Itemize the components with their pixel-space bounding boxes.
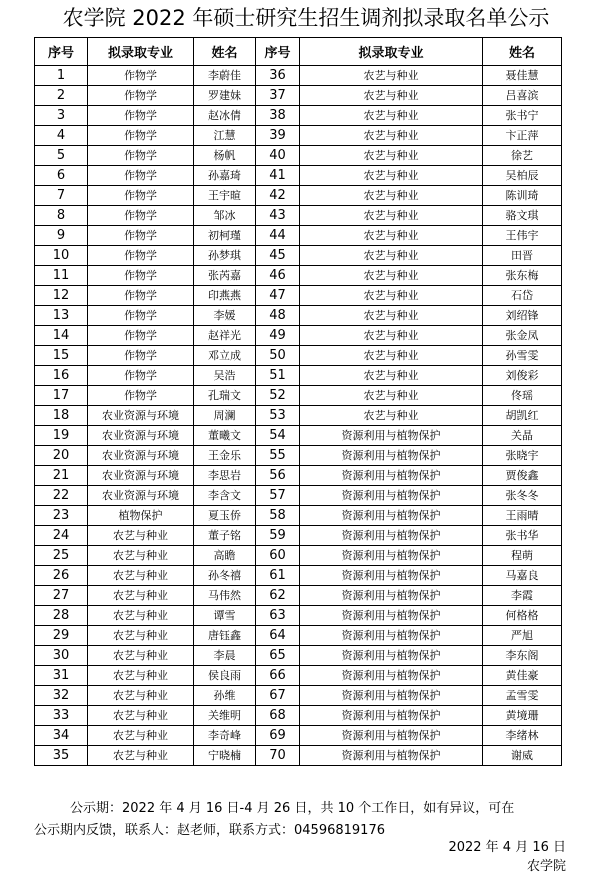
cell-seq-right: 64	[256, 626, 300, 646]
cell-major-left: 农艺与种业	[88, 526, 194, 546]
cell-seq-left: 22	[35, 486, 88, 506]
cell-seq-right: 68	[256, 706, 300, 726]
cell-seq-right: 52	[256, 386, 300, 406]
table-row	[35, 306, 562, 326]
cell-major-left: 作物学	[88, 386, 194, 406]
cell-seq-left: 14	[35, 326, 88, 346]
cell-seq-right: 45	[256, 246, 300, 266]
cell-major-right: 农艺与种业	[300, 206, 483, 226]
cell-major-right: 农艺与种业	[300, 146, 483, 166]
cell-major-left: 作物学	[88, 226, 194, 246]
cell-major-left: 农艺与种业	[88, 586, 194, 606]
cell-seq-left: 11	[35, 266, 88, 286]
cell-major-right: 资源利用与植物保护	[300, 526, 483, 546]
cell-seq-right: 36	[256, 66, 300, 86]
table-row	[35, 146, 562, 166]
cell-name-right: 孙雪雯	[483, 346, 562, 366]
cell-name-right: 刘绍锋	[483, 306, 562, 326]
cell-major-left: 植物保护	[88, 506, 194, 526]
cell-seq-right: 51	[256, 366, 300, 386]
cell-seq-left: 13	[35, 306, 88, 326]
cell-major-right: 资源利用与植物保护	[300, 746, 483, 766]
cell-major-right: 资源利用与植物保护	[300, 666, 483, 686]
table-row	[35, 166, 562, 186]
table-row	[35, 606, 562, 626]
cell-seq-right: 42	[256, 186, 300, 206]
cell-name-left: 孙梦琪	[194, 246, 256, 266]
cell-name-right: 谢威	[483, 746, 562, 766]
cell-name-left: 李蔚佳	[194, 66, 256, 86]
cell-seq-left: 34	[35, 726, 88, 746]
cell-name-right: 李霞	[483, 586, 562, 606]
cell-seq-left: 18	[35, 406, 88, 426]
cell-name-right: 骆文琪	[483, 206, 562, 226]
cell-name-left: 孙冬禧	[194, 566, 256, 586]
cell-seq-left: 20	[35, 446, 88, 466]
cell-name-right: 田晋	[483, 246, 562, 266]
cell-seq-left: 25	[35, 546, 88, 566]
cell-major-right: 农艺与种业	[300, 86, 483, 106]
cell-major-left: 作物学	[88, 146, 194, 166]
cell-major-left: 作物学	[88, 286, 194, 306]
table-row	[35, 506, 562, 526]
cell-seq-right: 48	[256, 306, 300, 326]
table-row	[35, 526, 562, 546]
cell-name-left: 关维明	[194, 706, 256, 726]
cell-name-right: 聂佳慧	[483, 66, 562, 86]
cell-name-right: 张书宁	[483, 106, 562, 126]
cell-name-right: 佟瑶	[483, 386, 562, 406]
cell-major-right: 农艺与种业	[300, 406, 483, 426]
table-row	[35, 346, 562, 366]
cell-major-left: 作物学	[88, 66, 194, 86]
table-row	[35, 666, 562, 686]
cell-name-right: 孟雪雯	[483, 686, 562, 706]
cell-seq-right: 49	[256, 326, 300, 346]
cell-seq-left: 31	[35, 666, 88, 686]
cell-major-right: 资源利用与植物保护	[300, 506, 483, 526]
cell-name-left: 吴浩	[194, 366, 256, 386]
cell-major-right: 农艺与种业	[300, 306, 483, 326]
cell-major-left: 作物学	[88, 126, 194, 146]
admission-roster-table	[34, 37, 562, 766]
table-row	[35, 226, 562, 246]
cell-name-right: 胡凯红	[483, 406, 562, 426]
cell-major-right: 资源利用与植物保护	[300, 546, 483, 566]
cell-seq-left: 29	[35, 626, 88, 646]
cell-name-left: 周澜	[194, 406, 256, 426]
cell-seq-right: 69	[256, 726, 300, 746]
cell-name-left: 罗建妹	[194, 86, 256, 106]
cell-major-left: 农业资源与环境	[88, 446, 194, 466]
cell-seq-right: 56	[256, 466, 300, 486]
cell-seq-left: 6	[35, 166, 88, 186]
cell-seq-left: 21	[35, 466, 88, 486]
cell-seq-left: 9	[35, 226, 88, 246]
cell-major-left: 作物学	[88, 366, 194, 386]
table-row	[35, 286, 562, 306]
table-header-row	[35, 38, 562, 66]
cell-major-left: 农艺与种业	[88, 646, 194, 666]
cell-seq-left: 7	[35, 186, 88, 206]
cell-name-left: 侯良雨	[194, 666, 256, 686]
cell-name-left: 李思岩	[194, 466, 256, 486]
table-row	[35, 206, 562, 226]
cell-name-left: 李含文	[194, 486, 256, 506]
table-row	[35, 726, 562, 746]
signature-date: 2022 年 4 月 16 日	[448, 840, 566, 855]
cell-name-left: 李奇峰	[194, 726, 256, 746]
cell-seq-right: 40	[256, 146, 300, 166]
cell-name-left: 杨帆	[194, 146, 256, 166]
cell-major-right: 资源利用与植物保护	[300, 426, 483, 446]
table-row	[35, 246, 562, 266]
cell-seq-right: 70	[256, 746, 300, 766]
cell-major-left: 农业资源与环境	[88, 486, 194, 506]
cell-seq-right: 67	[256, 686, 300, 706]
cell-major-left: 农业资源与环境	[88, 406, 194, 426]
cell-name-right: 卞正萍	[483, 126, 562, 146]
table-row	[35, 446, 562, 466]
table-row	[35, 566, 562, 586]
cell-seq-right: 66	[256, 666, 300, 686]
cell-name-left: 赵冰倩	[194, 106, 256, 126]
table-row	[35, 626, 562, 646]
cell-major-right: 农艺与种业	[300, 326, 483, 346]
cell-major-left: 农业资源与环境	[88, 426, 194, 446]
cell-name-left: 邓立成	[194, 346, 256, 366]
cell-name-left: 邹冰	[194, 206, 256, 226]
cell-seq-right: 47	[256, 286, 300, 306]
cell-name-left: 王金乐	[194, 446, 256, 466]
cell-major-right: 农艺与种业	[300, 286, 483, 306]
table-row	[35, 366, 562, 386]
cell-name-left: 马伟然	[194, 586, 256, 606]
cell-major-left: 农艺与种业	[88, 566, 194, 586]
cell-name-left: 孙嘉琦	[194, 166, 256, 186]
table-row	[35, 546, 562, 566]
cell-seq-right: 63	[256, 606, 300, 626]
signature-block	[448, 838, 566, 876]
cell-major-right: 资源利用与植物保护	[300, 646, 483, 666]
cell-name-left: 赵祥光	[194, 326, 256, 346]
cell-major-right: 农艺与种业	[300, 366, 483, 386]
cell-major-left: 农艺与种业	[88, 606, 194, 626]
header-major-left: 拟录取专业	[88, 38, 194, 66]
cell-seq-left: 19	[35, 426, 88, 446]
cell-seq-left: 3	[35, 106, 88, 126]
cell-name-right: 关晶	[483, 426, 562, 446]
table-row	[35, 86, 562, 106]
cell-seq-left: 23	[35, 506, 88, 526]
cell-name-left: 孔瑞文	[194, 386, 256, 406]
cell-major-right: 农艺与种业	[300, 266, 483, 286]
header-name-left: 姓名	[194, 38, 256, 66]
cell-seq-left: 10	[35, 246, 88, 266]
table-row	[35, 466, 562, 486]
table-body	[35, 66, 562, 766]
cell-name-left: 王宇暄	[194, 186, 256, 206]
cell-name-right: 石岱	[483, 286, 562, 306]
cell-major-right: 农艺与种业	[300, 226, 483, 246]
cell-seq-right: 57	[256, 486, 300, 506]
cell-major-left: 农艺与种业	[88, 726, 194, 746]
table-row	[35, 646, 562, 666]
table-row	[35, 686, 562, 706]
cell-major-right: 资源利用与植物保护	[300, 446, 483, 466]
cell-seq-left: 24	[35, 526, 88, 546]
cell-name-right: 李绪林	[483, 726, 562, 746]
cell-name-right: 徐艺	[483, 146, 562, 166]
cell-major-left: 农艺与种业	[88, 546, 194, 566]
table-row	[35, 746, 562, 766]
cell-seq-right: 58	[256, 506, 300, 526]
cell-seq-right: 65	[256, 646, 300, 666]
cell-seq-left: 32	[35, 686, 88, 706]
cell-name-left: 夏玉侨	[194, 506, 256, 526]
cell-name-left: 印燕燕	[194, 286, 256, 306]
cell-name-left: 董子铭	[194, 526, 256, 546]
cell-seq-left: 30	[35, 646, 88, 666]
cell-seq-right: 62	[256, 586, 300, 606]
cell-name-left: 唐钰鑫	[194, 626, 256, 646]
notice-line-2: 公示期内反馈，联系人：赵老师，联系方式：04596819176	[34, 823, 385, 838]
cell-seq-left: 17	[35, 386, 88, 406]
cell-name-right: 张晓宇	[483, 446, 562, 466]
cell-name-left: 宁晓楠	[194, 746, 256, 766]
table-row	[35, 706, 562, 726]
cell-major-right: 资源利用与植物保护	[300, 486, 483, 506]
cell-name-left: 初柯瑾	[194, 226, 256, 246]
table-row	[35, 106, 562, 126]
cell-seq-right: 44	[256, 226, 300, 246]
header-major-right: 拟录取专业	[300, 38, 483, 66]
table-row	[35, 426, 562, 446]
cell-seq-right: 50	[256, 346, 300, 366]
table-row	[35, 326, 562, 346]
cell-seq-left: 1	[35, 66, 88, 86]
cell-name-right: 刘俊彩	[483, 366, 562, 386]
cell-major-right: 资源利用与植物保护	[300, 726, 483, 746]
table-row	[35, 186, 562, 206]
cell-name-right: 黄境珊	[483, 706, 562, 726]
cell-major-left: 作物学	[88, 86, 194, 106]
cell-major-right: 资源利用与植物保护	[300, 686, 483, 706]
cell-name-left: 高瞻	[194, 546, 256, 566]
cell-major-left: 农业资源与环境	[88, 466, 194, 486]
cell-seq-left: 33	[35, 706, 88, 726]
cell-major-left: 农艺与种业	[88, 686, 194, 706]
cell-name-left: 李晨	[194, 646, 256, 666]
cell-major-left: 作物学	[88, 246, 194, 266]
cell-major-right: 农艺与种业	[300, 166, 483, 186]
table-row	[35, 586, 562, 606]
cell-name-right: 张金凤	[483, 326, 562, 346]
cell-major-left: 作物学	[88, 326, 194, 346]
header-seq-left: 序号	[35, 38, 88, 66]
cell-seq-right: 54	[256, 426, 300, 446]
cell-major-right: 农艺与种业	[300, 346, 483, 366]
cell-name-right: 贾俊鑫	[483, 466, 562, 486]
cell-name-right: 王伟宇	[483, 226, 562, 246]
cell-seq-left: 16	[35, 366, 88, 386]
cell-seq-right: 37	[256, 86, 300, 106]
cell-seq-left: 26	[35, 566, 88, 586]
cell-seq-left: 8	[35, 206, 88, 226]
cell-seq-left: 2	[35, 86, 88, 106]
cell-major-right: 农艺与种业	[300, 66, 483, 86]
cell-seq-left: 28	[35, 606, 88, 626]
cell-major-left: 作物学	[88, 166, 194, 186]
cell-seq-left: 5	[35, 146, 88, 166]
cell-seq-right: 59	[256, 526, 300, 546]
cell-major-right: 农艺与种业	[300, 126, 483, 146]
cell-name-right: 张书华	[483, 526, 562, 546]
cell-name-right: 黄佳豪	[483, 666, 562, 686]
cell-seq-left: 35	[35, 746, 88, 766]
cell-major-right: 资源利用与植物保护	[300, 466, 483, 486]
cell-name-right: 严旭	[483, 626, 562, 646]
cell-name-left: 李媛	[194, 306, 256, 326]
cell-major-left: 作物学	[88, 106, 194, 126]
cell-major-right: 农艺与种业	[300, 186, 483, 206]
cell-name-right: 吴柏辰	[483, 166, 562, 186]
cell-major-right: 资源利用与植物保护	[300, 706, 483, 726]
table-row	[35, 386, 562, 406]
cell-major-right: 资源利用与植物保护	[300, 626, 483, 646]
cell-name-right: 李东阁	[483, 646, 562, 666]
cell-name-left: 江慧	[194, 126, 256, 146]
cell-name-right: 吕喜滨	[483, 86, 562, 106]
cell-seq-right: 61	[256, 566, 300, 586]
cell-seq-right: 39	[256, 126, 300, 146]
cell-name-left: 张芮嘉	[194, 266, 256, 286]
signature-org: 农学院	[526, 859, 566, 874]
cell-major-left: 农艺与种业	[88, 666, 194, 686]
header-name-right: 姓名	[483, 38, 562, 66]
cell-major-right: 农艺与种业	[300, 106, 483, 126]
cell-major-left: 农艺与种业	[88, 626, 194, 646]
cell-major-right: 农艺与种业	[300, 246, 483, 266]
table-row	[35, 406, 562, 426]
cell-seq-right: 38	[256, 106, 300, 126]
header-seq-right: 序号	[256, 38, 300, 66]
cell-seq-right: 53	[256, 406, 300, 426]
cell-major-right: 资源利用与植物保护	[300, 586, 483, 606]
cell-seq-right: 60	[256, 546, 300, 566]
cell-major-left: 作物学	[88, 266, 194, 286]
cell-seq-right: 55	[256, 446, 300, 466]
table-row	[35, 66, 562, 86]
page-title: 农学院 2022 年硕士研究生招生调剂拟录取名单公示	[62, 6, 550, 30]
cell-name-left: 孙维	[194, 686, 256, 706]
cell-seq-right: 46	[256, 266, 300, 286]
cell-name-right: 马嘉良	[483, 566, 562, 586]
cell-name-right: 张冬冬	[483, 486, 562, 506]
cell-major-right: 资源利用与植物保护	[300, 606, 483, 626]
table-row	[35, 126, 562, 146]
cell-seq-left: 15	[35, 346, 88, 366]
table-row	[35, 486, 562, 506]
cell-major-left: 农艺与种业	[88, 746, 194, 766]
cell-major-left: 作物学	[88, 186, 194, 206]
cell-major-right: 农艺与种业	[300, 386, 483, 406]
notice-text	[34, 798, 574, 842]
cell-seq-right: 43	[256, 206, 300, 226]
cell-seq-right: 41	[256, 166, 300, 186]
cell-name-right: 王雨晴	[483, 506, 562, 526]
table-row	[35, 266, 562, 286]
cell-major-left: 作物学	[88, 346, 194, 366]
cell-seq-left: 4	[35, 126, 88, 146]
cell-name-right: 张东梅	[483, 266, 562, 286]
cell-name-right: 陈训琦	[483, 186, 562, 206]
cell-major-left: 作物学	[88, 206, 194, 226]
cell-seq-left: 12	[35, 286, 88, 306]
cell-name-left: 谭雪	[194, 606, 256, 626]
notice-line-1: 公示期：2022 年 4 月 16 日-4 月 26 日，共 10 个工作日，如有异议，可在	[70, 801, 515, 816]
cell-name-right: 程萌	[483, 546, 562, 566]
cell-major-right: 资源利用与植物保护	[300, 566, 483, 586]
cell-major-left: 作物学	[88, 306, 194, 326]
cell-seq-left: 27	[35, 586, 88, 606]
cell-name-left: 董曦文	[194, 426, 256, 446]
cell-major-left: 农艺与种业	[88, 706, 194, 726]
cell-name-right: 何格格	[483, 606, 562, 626]
